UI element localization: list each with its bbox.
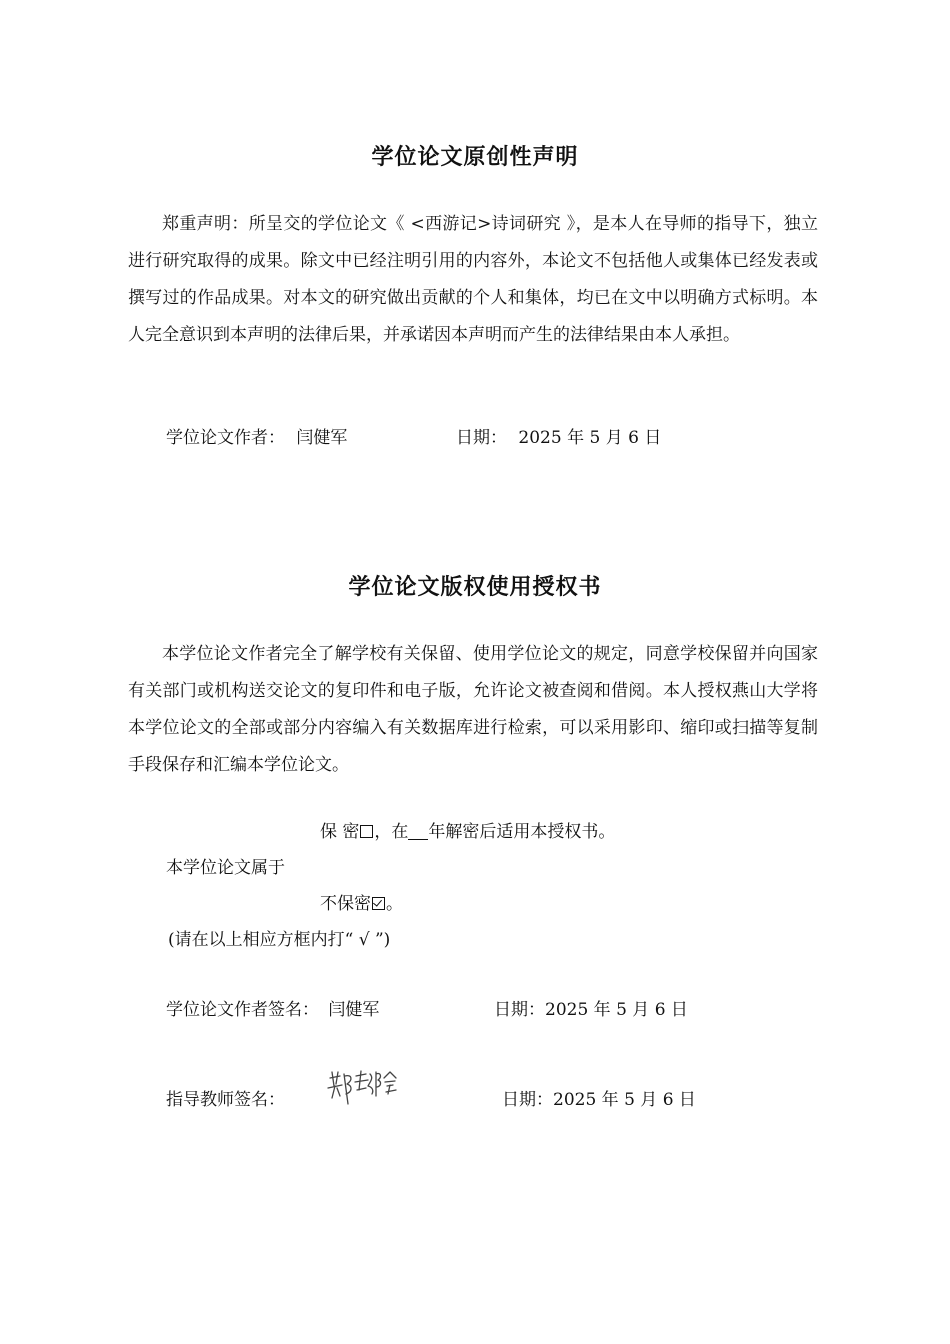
authorization-title: 学位论文版权使用授权书 [348, 575, 602, 600]
advisor-date-value: 2025 年 5 月 6 日 [553, 1090, 696, 1110]
declaration-title: 学位论文原创性声明 [371, 145, 579, 170]
not-secret-label: 不保密 [320, 894, 371, 914]
authorization-body: 本学位论文作者完全了解学校有关保留、使用学位论文的规定，同意学校保留并向国家有关部门或机构送交论文的复印件和电子版，允许论文被查阅和借阅。本人授权燕山大学将本学位论文的全部或部分内容编入有关数据库进行检索，可以采用影印、缩印或扫描等复制手段保存和汇编本学位论文。 [128, 644, 818, 775]
advisor-sign-label: 指导教师签名： [166, 1090, 285, 1110]
secret-label: 保 密 [320, 822, 360, 842]
not-secret-option-line: 不保密 。 [320, 894, 403, 914]
author-label: 学位论文作者： [166, 428, 285, 448]
secret-option-line: 保 密 ，在 年解密后适用本授权书。 [320, 822, 616, 842]
author-sign-line [166, 998, 379, 1022]
author-sign-label: 学位论文作者签名： [166, 1000, 319, 1020]
secret-checkbox[interactable] [360, 825, 373, 838]
not-secret-checkbox[interactable] [372, 897, 385, 910]
declaration-author-line [166, 426, 347, 450]
belongs-label: 本学位论文属于 [166, 858, 285, 878]
author-sign-name: 闫健军 [328, 1000, 380, 1020]
years-blank [408, 823, 428, 840]
advisor-date-label: 日期： [502, 1090, 553, 1110]
instruction-text: (请在以上相应方框内打“ √ ”) [168, 930, 391, 950]
declaration-date-line [456, 426, 661, 450]
author-name: 闫健军 [296, 428, 348, 448]
author-date-value: 2025 年 5 月 6 日 [545, 1000, 688, 1020]
author-date-line [494, 998, 688, 1022]
date-value: 2025 年 5 月 6 日 [518, 428, 662, 448]
advisor-handwritten-signature [326, 1068, 402, 1112]
date-label: 日期： [456, 428, 507, 448]
author-date-label: 日期： [494, 1000, 545, 1020]
advisor-date-line [502, 1088, 696, 1112]
declaration-body: 郑重声明：所呈交的学位论文《 <西游记>诗词研究 》，是本人在导师的指导下，独立进行研究取得的成果。除文中已经注明引用的内容外，本论文不包括他人或集体已经发表或撰写过的作品成果。对本文的研究做出贡献的个人和集体，均已在文中以明确方式标明。本人完全意识到本声明的法律后果，并承诺因本声明而产生的法律结果由本人承担。 [128, 214, 818, 345]
